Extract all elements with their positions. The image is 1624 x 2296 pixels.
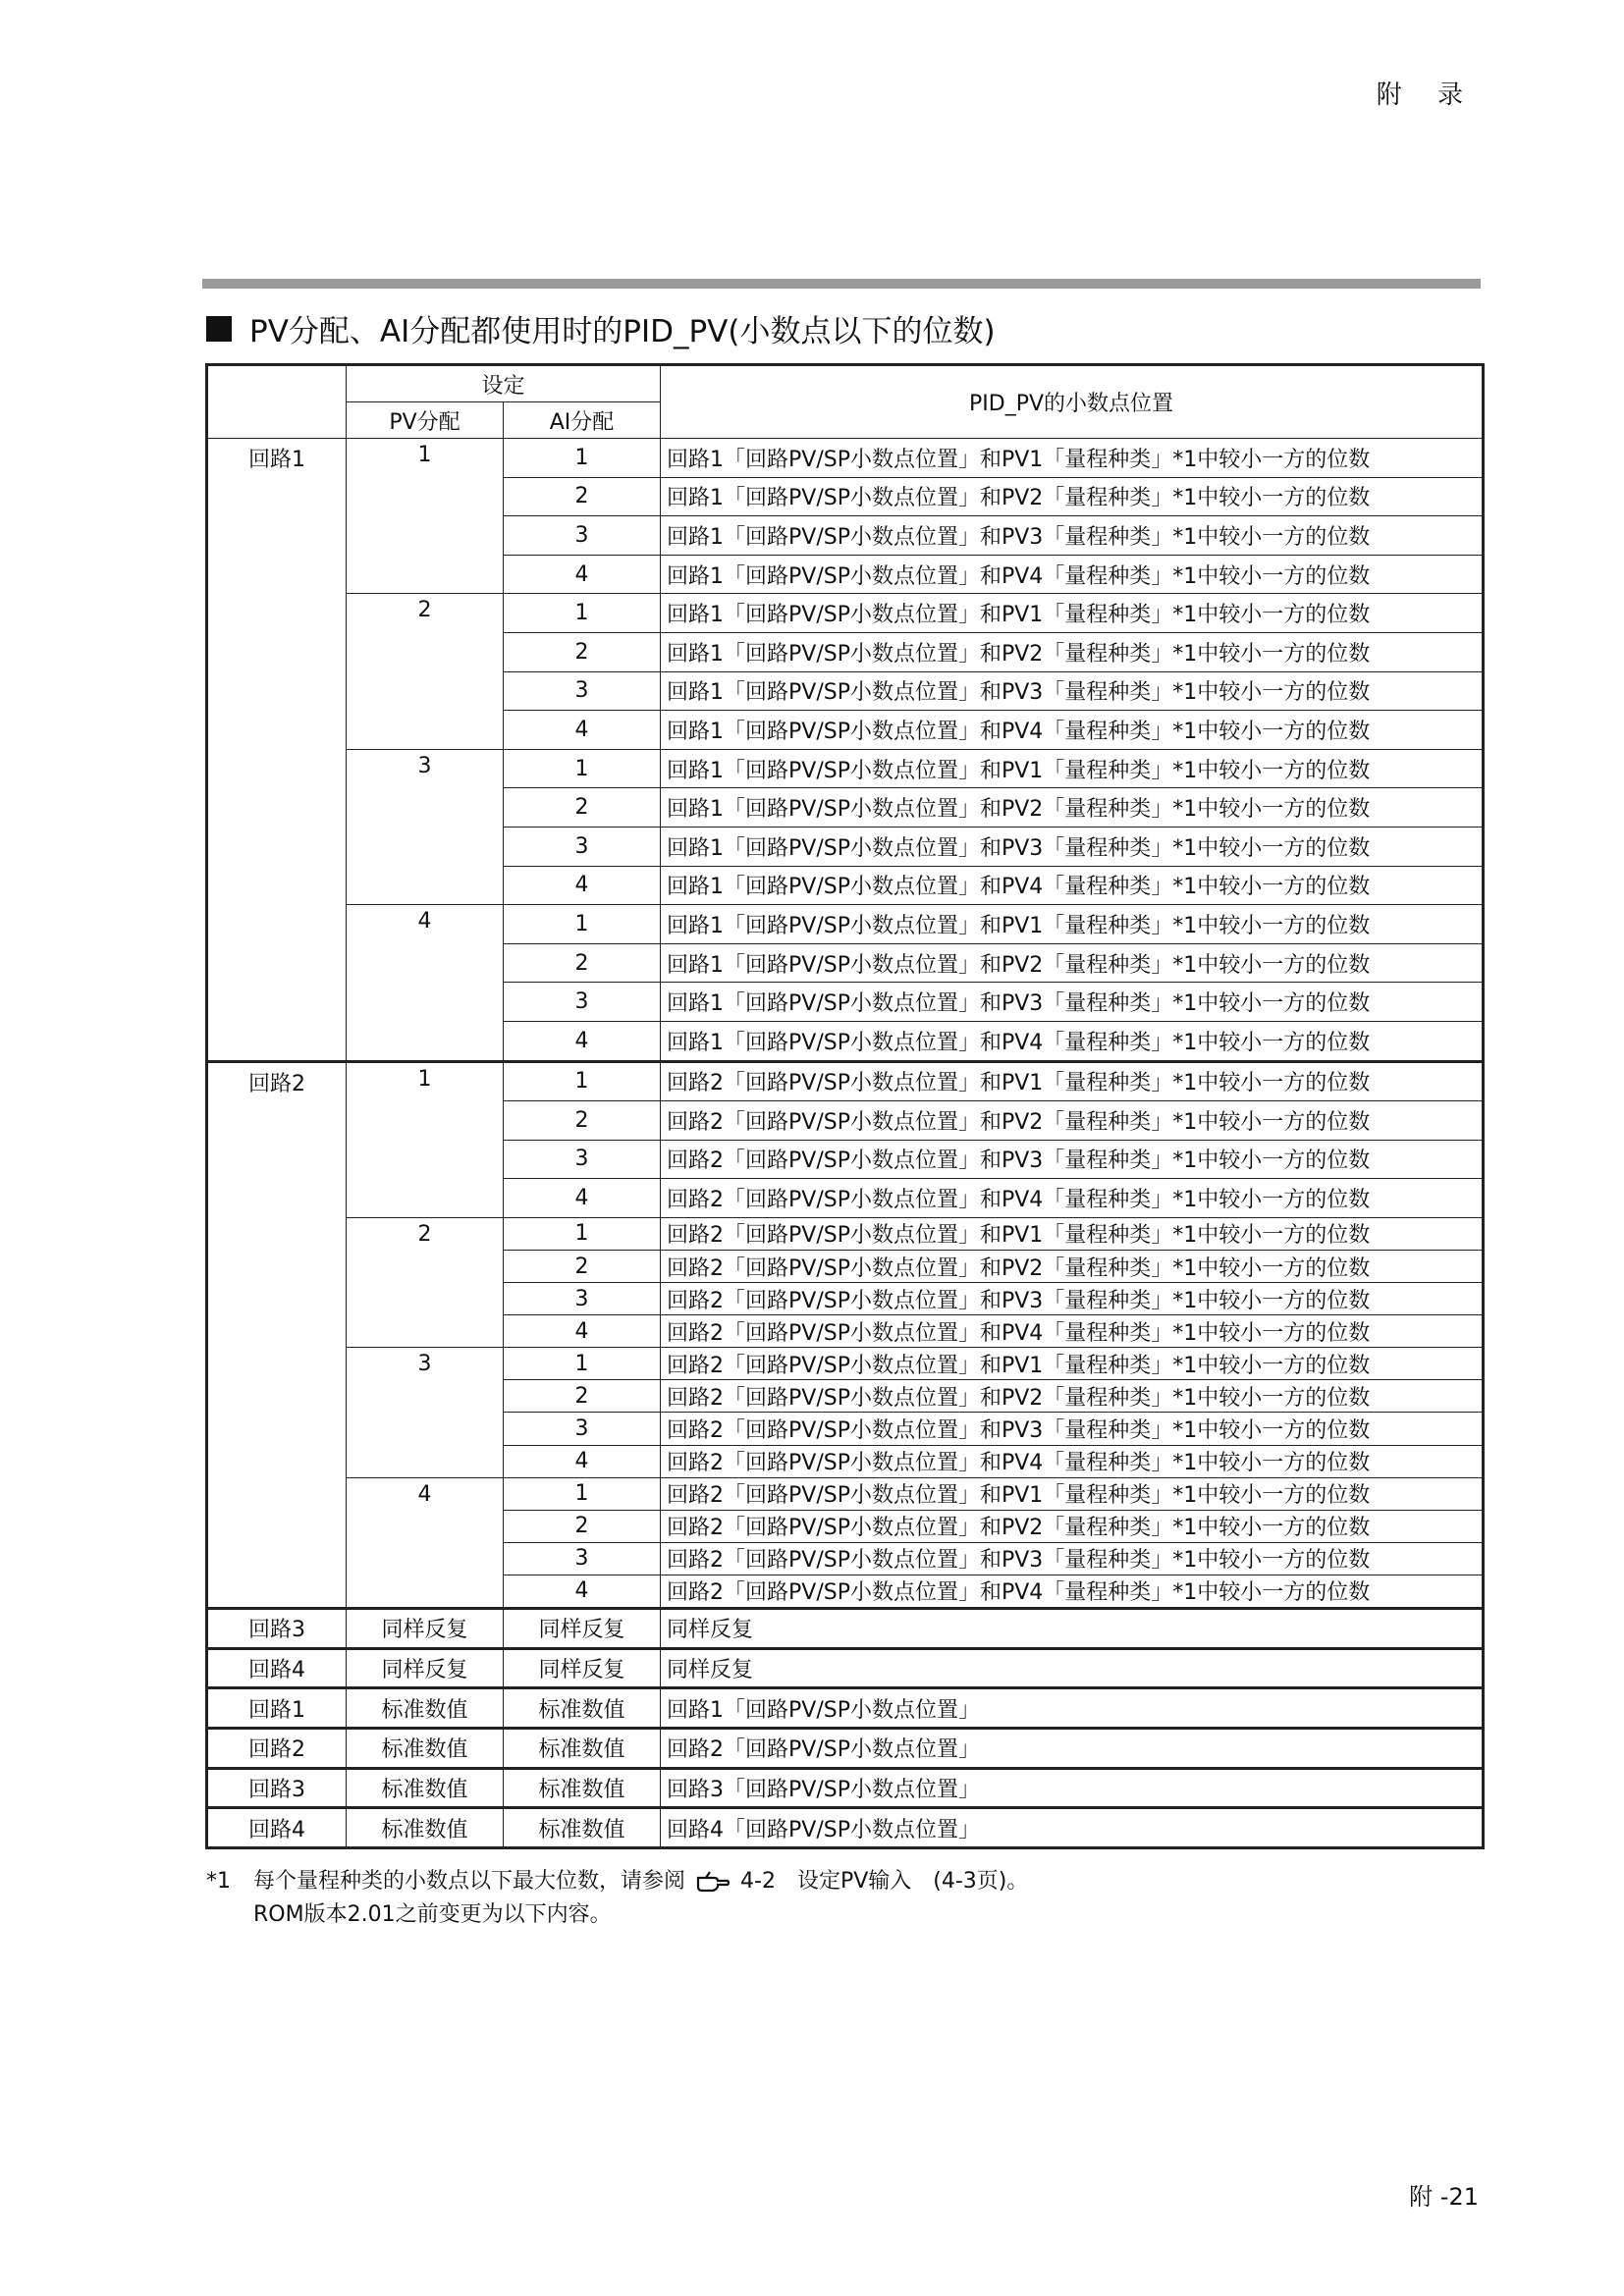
pv-assign-value: 3 (347, 749, 504, 904)
decimal-position-desc: 回路2「回路PV/SP小数点位置」和PV3「量程种类」*1中较小一方的位数 (661, 1140, 1484, 1179)
ai-assign-value: 4 (504, 1445, 661, 1477)
table-row (207, 905, 1484, 944)
decimal-position-desc: 回路2「回路PV/SP小数点位置」和PV4「量程种类」*1中较小一方的位数 (661, 1315, 1484, 1348)
loop-label: 回路4 (207, 1808, 347, 1848)
decimal-position-desc: 回路1「回路PV/SP小数点位置」和PV4「量程种类」*1中较小一方的位数 (661, 711, 1484, 750)
ai-assign-value: 2 (504, 1250, 661, 1282)
pv-assign-value: 标准数值 (347, 1688, 504, 1729)
ai-assign-value: 3 (504, 671, 661, 711)
ai-assign-value: 4 (504, 866, 661, 905)
ai-assign-value: 3 (504, 983, 661, 1022)
ai-assign-value: 4 (504, 555, 661, 594)
footnote-ref-target[interactable]: 4-2 设定PV输入 (4-3页)。 (740, 1869, 1029, 1894)
table-row (207, 1729, 1484, 1769)
decimal-position-desc: 回路2「回路PV/SP小数点位置」和PV3「量程种类」*1中较小一方的位数 (661, 1413, 1484, 1445)
decimal-position-desc: 回路1「回路PV/SP小数点位置」和PV1「量程种类」*1中较小一方的位数 (661, 749, 1484, 788)
table-row (207, 594, 1484, 633)
decimal-position-desc: 回路2「回路PV/SP小数点位置」和PV1「量程种类」*1中较小一方的位数 (661, 1477, 1484, 1510)
ai-assign-value: 4 (504, 711, 661, 750)
ai-assign-value: 同样反复 (504, 1648, 661, 1688)
table-row (207, 1768, 1484, 1808)
loop-label: 回路2 (207, 1729, 347, 1769)
decimal-position-desc: 回路2「回路PV/SP小数点位置」和PV2「量程种类」*1中较小一方的位数 (661, 1380, 1484, 1413)
decimal-position-desc: 回路1「回路PV/SP小数点位置」和PV3「量程种类」*1中较小一方的位数 (661, 827, 1484, 866)
decimal-position-desc: 回路3「回路PV/SP小数点位置」 (661, 1768, 1484, 1808)
decimal-position-desc: 回路2「回路PV/SP小数点位置」和PV1「量程种类」*1中较小一方的位数 (661, 1217, 1484, 1250)
ai-assign-value: 3 (504, 516, 661, 556)
footnote (206, 1865, 1028, 1932)
section-header-label: 附 录 (1376, 80, 1477, 110)
ai-assign-value: 1 (504, 1217, 661, 1250)
loop-label: 回路3 (207, 1609, 347, 1649)
pv-assign-value: 2 (347, 594, 504, 749)
ai-assign-value: 2 (504, 788, 661, 828)
header-setting: 设定 (347, 365, 661, 402)
decimal-position-desc: 回路2「回路PV/SP小数点位置」和PV2「量程种类」*1中较小一方的位数 (661, 1250, 1484, 1282)
pv-assign-value: 2 (347, 1217, 504, 1347)
table-row (207, 1477, 1484, 1510)
table-row (207, 749, 1484, 788)
ai-assign-value: 1 (504, 1061, 661, 1101)
decimal-position-desc: 回路2「回路PV/SP小数点位置」和PV1「量程种类」*1中较小一方的位数 (661, 1348, 1484, 1380)
decimal-position-desc: 回路1「回路PV/SP小数点位置」和PV3「量程种类」*1中较小一方的位数 (661, 516, 1484, 556)
decimal-position-desc: 回路2「回路PV/SP小数点位置」 (661, 1729, 1484, 1769)
ai-assign-value: 标准数值 (504, 1688, 661, 1729)
decimal-position-desc: 回路2「回路PV/SP小数点位置」和PV1「量程种类」*1中较小一方的位数 (661, 1061, 1484, 1101)
decimal-position-desc: 回路1「回路PV/SP小数点位置」和PV3「量程种类」*1中较小一方的位数 (661, 983, 1484, 1022)
loop-label: 回路2 (207, 1061, 347, 1609)
ai-assign-value: 3 (504, 1140, 661, 1179)
square-bullet-icon (206, 316, 232, 342)
horizontal-rule (202, 279, 1481, 289)
footnote-line-2: ROM版本2.01之前变更为以下内容。 (253, 1902, 612, 1927)
header-result: PID_PV的小数点位置 (661, 365, 1484, 439)
ai-assign-value: 2 (504, 632, 661, 671)
footnote-text: 每个量程种类的小数点以下最大位数，请参阅 (253, 1869, 686, 1894)
ai-assign-value: 4 (504, 1179, 661, 1218)
table-body (207, 439, 1484, 1848)
decimal-position-desc: 同样反复 (661, 1648, 1484, 1688)
ai-assign-value: 1 (504, 594, 661, 633)
table-row (207, 439, 1484, 478)
ai-assign-value: 4 (504, 1575, 661, 1608)
pv-assign-value: 标准数值 (347, 1808, 504, 1848)
decimal-position-desc: 回路2「回路PV/SP小数点位置」和PV4「量程种类」*1中较小一方的位数 (661, 1575, 1484, 1608)
header-pv-assign: PV分配 (347, 402, 504, 439)
section-title (206, 306, 996, 350)
decimal-position-desc: 回路2「回路PV/SP小数点位置」和PV2「量程种类」*1中较小一方的位数 (661, 1101, 1484, 1141)
table-row (207, 1688, 1484, 1729)
decimal-position-desc: 回路1「回路PV/SP小数点位置」和PV1「量程种类」*1中较小一方的位数 (661, 594, 1484, 633)
decimal-position-desc: 回路1「回路PV/SP小数点位置」和PV2「量程种类」*1中较小一方的位数 (661, 943, 1484, 983)
table-row (207, 1348, 1484, 1380)
decimal-position-desc: 回路2「回路PV/SP小数点位置」和PV2「量程种类」*1中较小一方的位数 (661, 1510, 1484, 1542)
ai-assign-value: 3 (504, 827, 661, 866)
pv-assign-value: 标准数值 (347, 1729, 504, 1769)
ai-assign-value: 2 (504, 943, 661, 983)
ai-assign-value: 2 (504, 1380, 661, 1413)
footnote-mark: *1 (206, 1869, 231, 1894)
decimal-position-desc: 回路1「回路PV/SP小数点位置」和PV2「量程种类」*1中较小一方的位数 (661, 477, 1484, 516)
header-empty-cell (207, 365, 347, 439)
decimal-position-desc: 回路1「回路PV/SP小数点位置」 (661, 1688, 1484, 1729)
decimal-position-desc: 回路4「回路PV/SP小数点位置」 (661, 1808, 1484, 1848)
pointing-hand-icon (696, 1869, 730, 1895)
decimal-position-desc: 回路2「回路PV/SP小数点位置」和PV4「量程种类」*1中较小一方的位数 (661, 1445, 1484, 1477)
decimal-position-desc: 回路1「回路PV/SP小数点位置」和PV4「量程种类」*1中较小一方的位数 (661, 866, 1484, 905)
ai-assign-value: 1 (504, 905, 661, 944)
pv-assign-value: 4 (347, 905, 504, 1061)
footnote-line-1 (206, 1865, 1028, 1898)
decimal-position-desc: 回路2「回路PV/SP小数点位置」和PV4「量程种类」*1中较小一方的位数 (661, 1179, 1484, 1218)
ai-assign-value: 标准数值 (504, 1808, 661, 1848)
pv-assign-value: 4 (347, 1477, 504, 1608)
ai-assign-value: 3 (504, 1283, 661, 1315)
pv-assign-value: 1 (347, 439, 504, 594)
pid-pv-table (205, 363, 1485, 1849)
pv-assign-value: 同样反复 (347, 1609, 504, 1649)
ai-assign-value: 1 (504, 1477, 661, 1510)
loop-label: 回路4 (207, 1648, 347, 1688)
pv-assign-value: 标准数值 (347, 1768, 504, 1808)
ai-assign-value: 3 (504, 1542, 661, 1575)
ai-assign-value: 4 (504, 1315, 661, 1348)
ai-assign-value: 1 (504, 1348, 661, 1380)
loop-label: 回路1 (207, 1688, 347, 1729)
ai-assign-value: 标准数值 (504, 1768, 661, 1808)
loop-label: 回路1 (207, 439, 347, 1062)
ai-assign-value: 2 (504, 1510, 661, 1542)
table-row (207, 1217, 1484, 1250)
decimal-position-desc: 同样反复 (661, 1609, 1484, 1649)
header-ai-assign: AI分配 (504, 402, 661, 439)
table-row (207, 1808, 1484, 1848)
decimal-position-desc: 回路1「回路PV/SP小数点位置」和PV3「量程种类」*1中较小一方的位数 (661, 671, 1484, 711)
section-title-text: PV分配、AI分配都使用时的PID_PV(小数点以下的位数) (249, 314, 996, 349)
page-number: 附 -21 (1409, 2183, 1479, 2211)
table-row (207, 1648, 1484, 1688)
ai-assign-value: 3 (504, 1413, 661, 1445)
ai-assign-value: 2 (504, 477, 661, 516)
table-row (207, 1061, 1484, 1101)
decimal-position-desc: 回路1「回路PV/SP小数点位置」和PV4「量程种类」*1中较小一方的位数 (661, 555, 1484, 594)
loop-label: 回路3 (207, 1768, 347, 1808)
ai-assign-value: 1 (504, 439, 661, 478)
decimal-position-desc: 回路1「回路PV/SP小数点位置」和PV4「量程种类」*1中较小一方的位数 (661, 1021, 1484, 1061)
decimal-position-desc: 回路1「回路PV/SP小数点位置」和PV2「量程种类」*1中较小一方的位数 (661, 632, 1484, 671)
ai-assign-value: 标准数值 (504, 1729, 661, 1769)
ai-assign-value: 1 (504, 749, 661, 788)
ai-assign-value: 4 (504, 1021, 661, 1061)
decimal-position-desc: 回路1「回路PV/SP小数点位置」和PV1「量程种类」*1中较小一方的位数 (661, 439, 1484, 478)
table-row (207, 1609, 1484, 1649)
decimal-position-desc: 回路1「回路PV/SP小数点位置」和PV2「量程种类」*1中较小一方的位数 (661, 788, 1484, 828)
decimal-position-desc: 回路2「回路PV/SP小数点位置」和PV3「量程种类」*1中较小一方的位数 (661, 1283, 1484, 1315)
decimal-position-desc: 回路1「回路PV/SP小数点位置」和PV1「量程种类」*1中较小一方的位数 (661, 905, 1484, 944)
pv-assign-value: 3 (347, 1348, 504, 1477)
pv-assign-value: 同样反复 (347, 1648, 504, 1688)
ai-assign-value: 2 (504, 1101, 661, 1141)
ai-assign-value: 同样反复 (504, 1609, 661, 1649)
decimal-position-desc: 回路2「回路PV/SP小数点位置」和PV3「量程种类」*1中较小一方的位数 (661, 1542, 1484, 1575)
pv-assign-value: 1 (347, 1061, 504, 1217)
